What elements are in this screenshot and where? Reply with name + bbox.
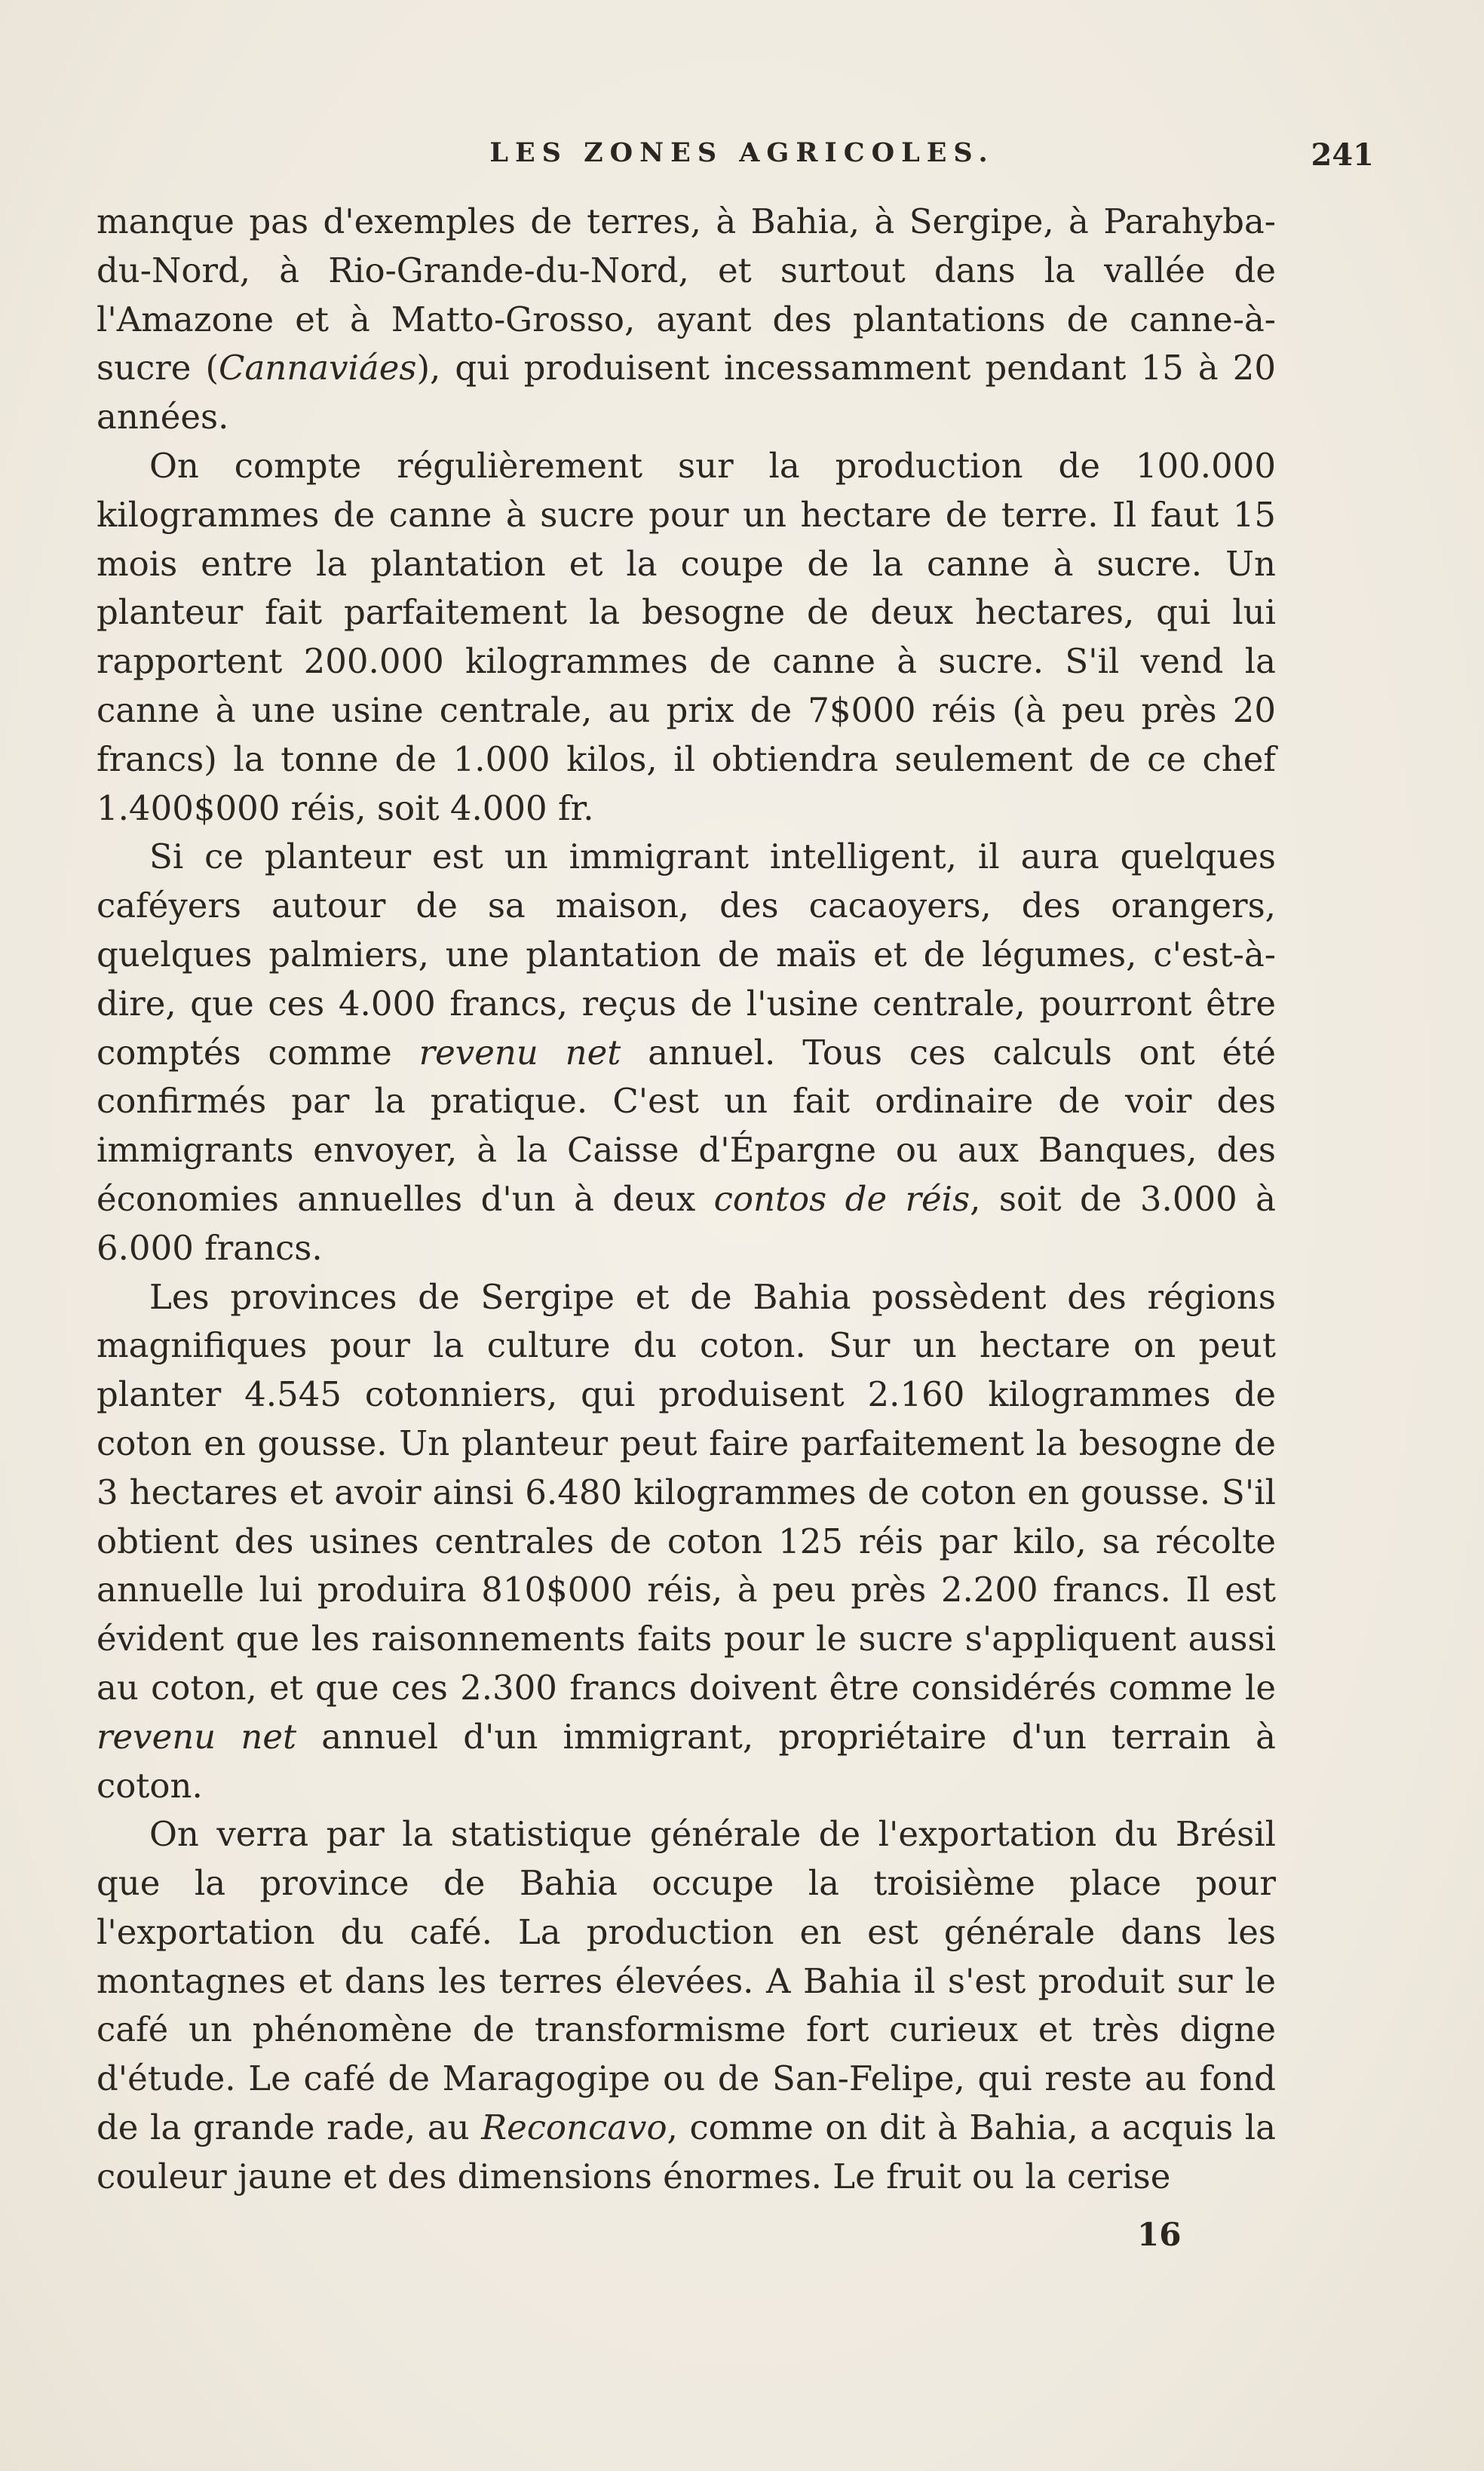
italic-term: Reconcavo (481, 2107, 667, 2148)
body-text (97, 198, 1276, 2202)
running-title: LES ZONES AGRICOLES. (489, 137, 995, 168)
text-run: annuel d'un immigrant, propriétaire d'un terrain à coton. (97, 1716, 1276, 1806)
signature-mark: 16 (1137, 2216, 1182, 2253)
page-number: 241 (1311, 137, 1374, 173)
paragraph (97, 198, 1276, 442)
text-run: Les provinces de Sergipe et de Bahia possèdent des régions magnifiques pour la culture du coton. Sur un hectare on peut planter 4.545 cotonniers, qui produisent 2.160 kilogrammes de coton en gousse. Un planteur peut faire parfaitement la besogne de 3 hectares et avoir ainsi 6.480 kilogrammes de coton en gousse. S'il obtient des usines centrales de coton 125 réis par kilo, sa récolte annuelle lui produira 810$000 réis, à peu près 2.200 francs. Il est évident que les raisonnements faits pour le sucre s'appliquent aussi au coton, et que ces 2.300 francs doivent être considérés comme le (97, 1276, 1276, 1708)
text-run: annuel. Tous ces calculs ont été confirmés par la pratique. C'est un fait ordinaire de voir des immigrants envoyer, à la Caisse d'Épargne ou aux Banques, des économies annuelles d'un à deux (97, 1032, 1276, 1219)
text-run: , comme on dit à Bahia, a acquis la couleur jaune et des dimensions énormes. Le fruit ou la cerise (97, 2107, 1276, 2196)
text-run: manque pas d'exemples de terres, à Bahia, à Sergipe, à Parahyba-du-Nord, à Rio-Grande-du-Nord, et surtout dans la vallée de l'Amazone et à Matto-Grosso, ayant des plantations de canne-à-sucre ( (97, 201, 1276, 388)
paragraph (97, 1810, 1276, 2201)
paragraph (97, 1273, 1276, 1811)
italic-term: revenu net (97, 1716, 297, 1757)
paragraph (97, 833, 1276, 1272)
italic-term: contos de réis (713, 1178, 970, 1219)
text-run: , soit de 3.000 à 6.000 francs. (97, 1178, 1276, 1268)
text-run: ), qui produisent incessamment pendant 15 à 20 années. (97, 348, 1277, 437)
text-run: Si ce planteur est un immigrant intelligent, il aura quelques caféyers autour de sa maison, des cacaoyers, des orangers, quelques palmiers, une plantation de maïs et de légumes, c'est-à-dire, que ces 4.000 francs, reçus de l'usine centrale, pourront être comptés comme (97, 836, 1276, 1073)
italic-term: revenu net (419, 1032, 621, 1073)
paragraph (97, 442, 1276, 833)
italic-term: Cannaviáes (219, 348, 417, 388)
page-header (97, 137, 1387, 180)
text-run: On compte régulièrement sur la production de 100.000 kilogrammes de canne à sucre pour un hectare de terre. Il faut 15 mois entre la plantation et la coupe de la canne à sucre. Un planteur fait parfaitement la besogne de deux hectares, qui lui rapportent 200.000 kilogrammes de canne à sucre. S'il vend la canne à une usine centrale, au prix de 7$000 réis (à peu près 20 francs) la tonne de 1.000 kilos, il obtiendra seulement de ce chef 1.400$000 réis, soit 4.000 fr. (97, 445, 1276, 828)
text-run: On verra par la statistique générale de l'exportation du Brésil que la province de Bahia occupe la troisième place pour l'exportation du café. La production en est générale dans les montagnes et dans les terres élevées. A Bahia il s'est produit sur le café un phénomène de transformisme fort curieux et très digne d'étude. Le café de Maragogipe ou de San-Felipe, qui reste au fond de la grande rade, au (97, 1814, 1276, 2148)
